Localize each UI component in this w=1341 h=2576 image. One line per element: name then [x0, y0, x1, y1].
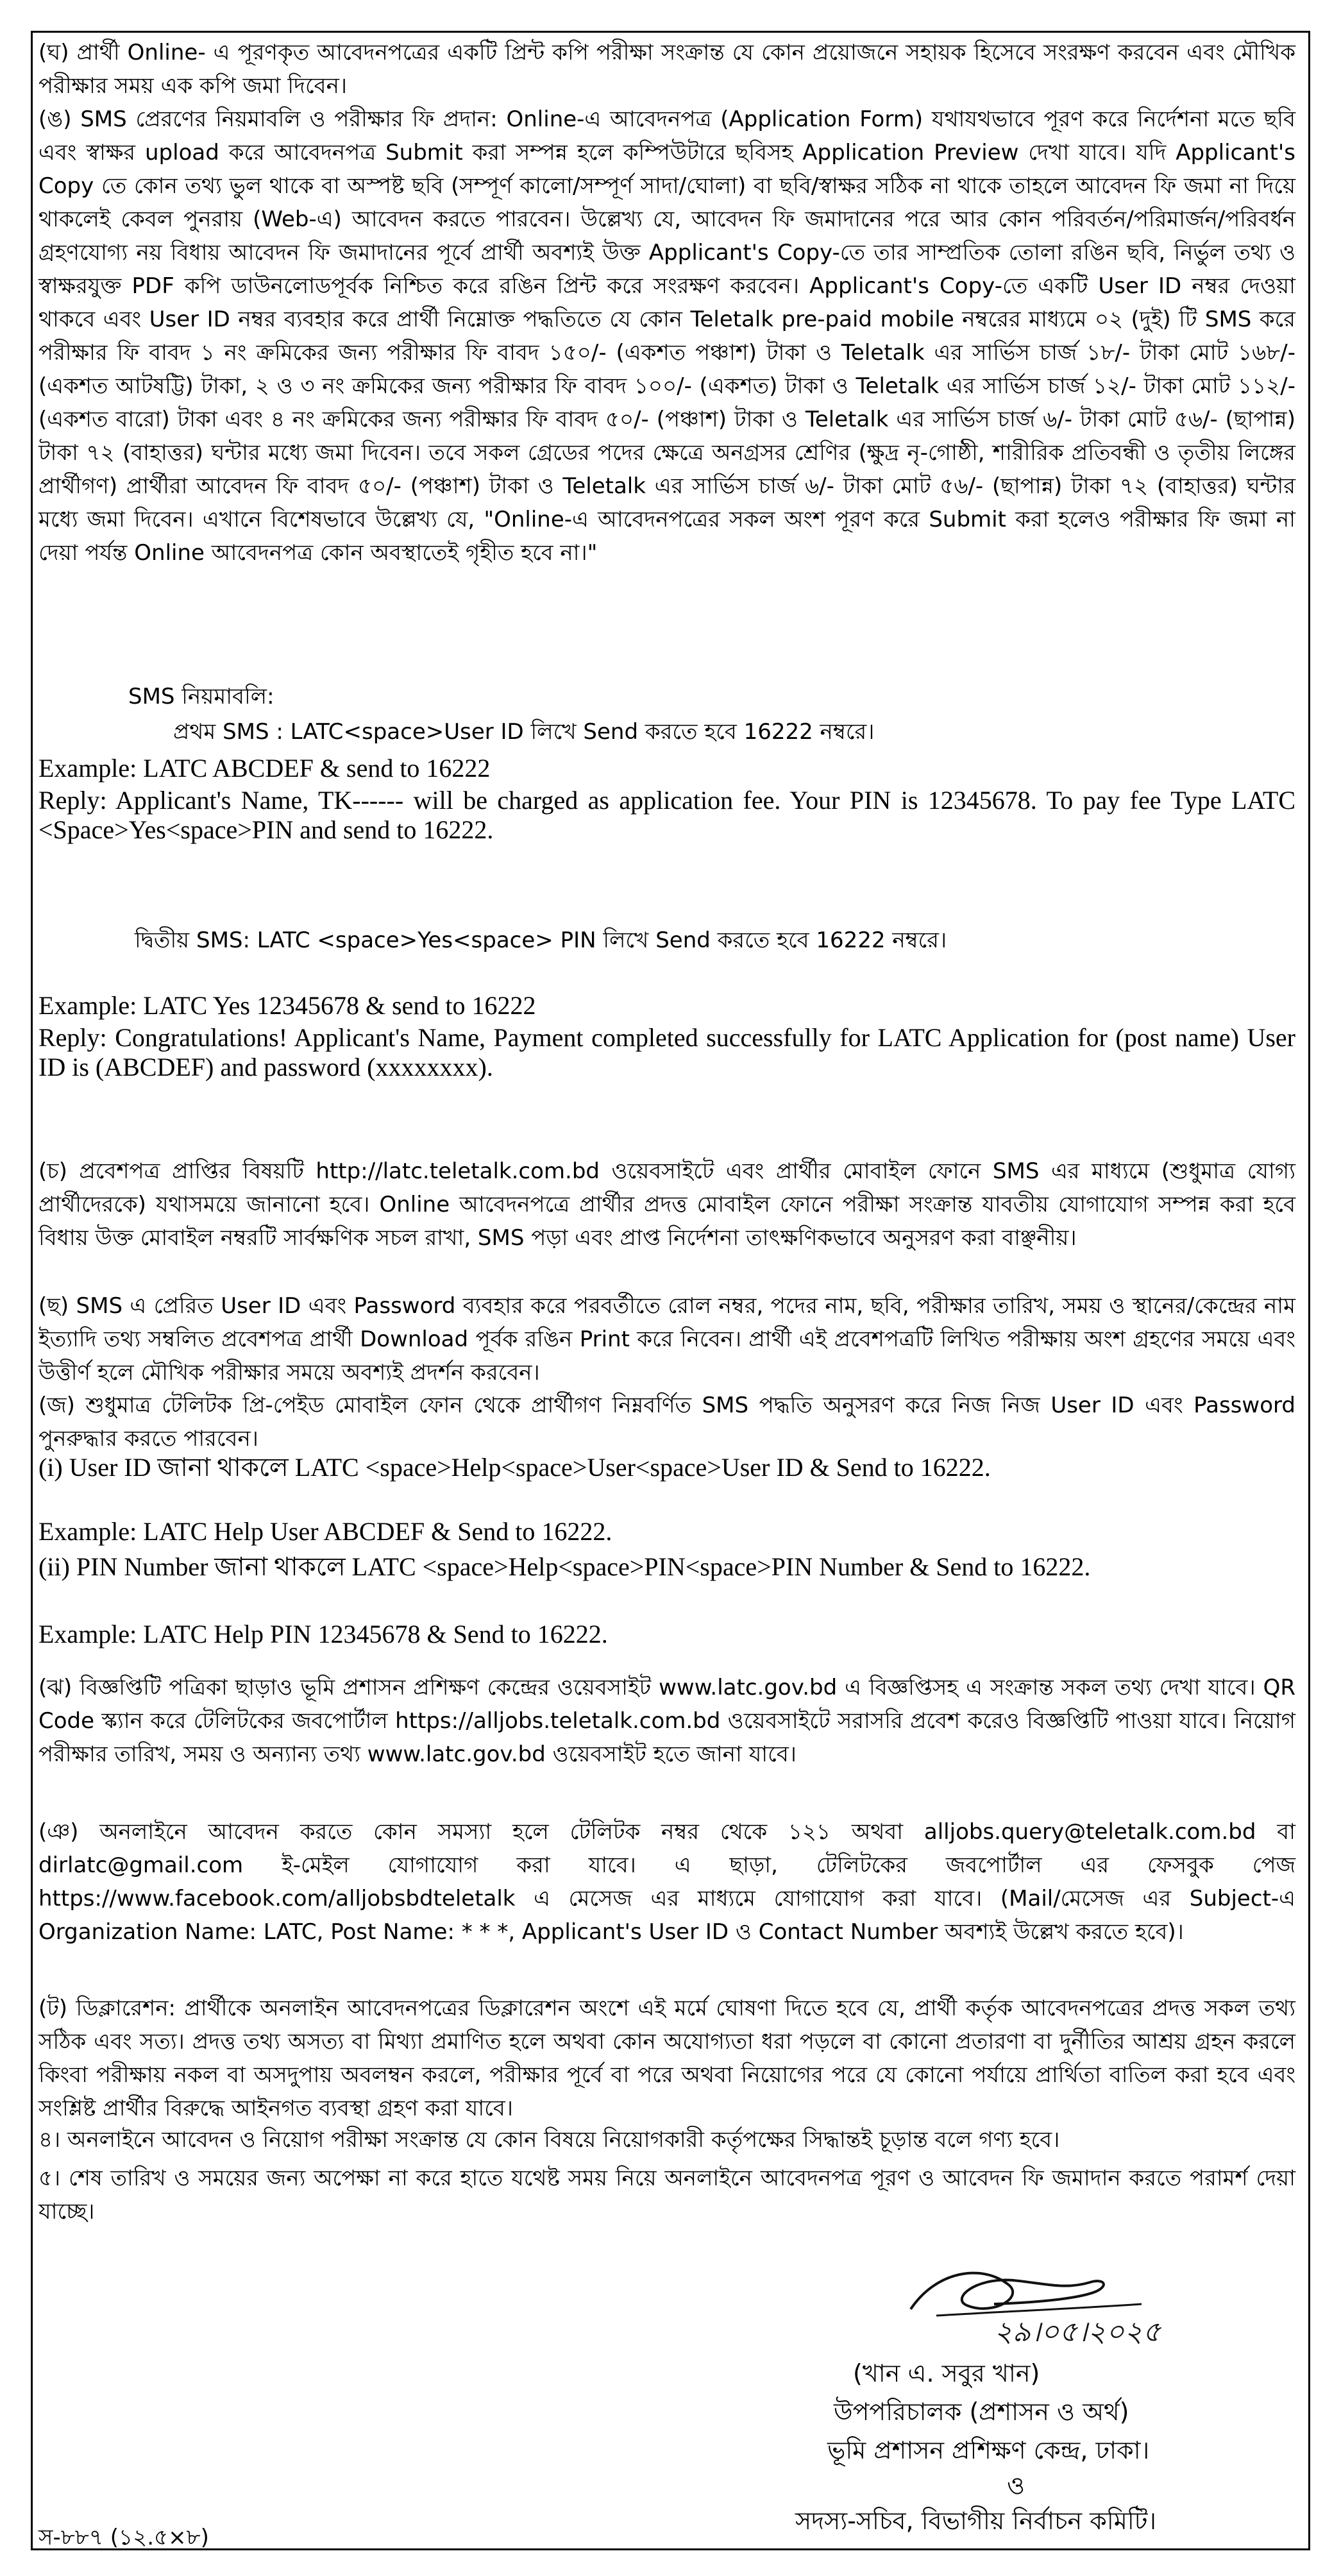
signatory-office: ভূমি প্রশাসন প্রশিক্ষণ কেন্দ্র, ঢাকা।	[827, 2436, 1150, 2464]
paragraph-nya: (ঞ) অনলাইনে আবেদন করতে কোন সমস্যা হলে টেলিটক নম্বর থেকে ১২১ অথবা alljobs.query@teletalk.com.bd বা dirlatc@gmail.com ই-মেইল যোগাযোগ করা যাবে। এ ছাড়া, টেলিটকের জবপোর্টাল এর ফেসবুক পেজ https://www.facebook.com/alljobsbdteletalk এ মেসেজ এর মাধ্যমে যোগাযোগ করা যাবে। (Mail/মেসেজ এর Subject-এ Organization Name: LATC, Post Name: * * *, Applicant's User ID ও Contact Number অবশ্যই উল্লেখ করতে হবে)।	[38, 1819, 1295, 1945]
sms-second-instruction: দ্বিতীয় SMS: LATC <space>Yes<space> PIN লিখে Send করতে হবে 16222 নম্বরে।	[135, 928, 947, 953]
paragraph-ta: (ট) ডিক্লারেশন: প্রার্থীকে অনলাইন আবেদনপত্রের ডিক্লারেশন অংশে এই মর্মে ঘোষণা দিতে হবে যে, প্রার্থী কর্তৃক আবেদনপত্রের প্রদত্ত সকল তথ্য সঠিক এবং সত্য। প্রদত্ত তথ্য অসত্য বা মিথ্যা প্রমাণিত হলে অথবা কোন অযোগ্যতা ধরা পড়লে বা কোনো প্রতারণা বা দুর্নীতির আশ্রয় গ্রহন করলে কিংবা পরীক্ষায় নকল বা অসদুপায় অবলম্বন করলে, পরীক্ষার পূর্বে বা পরে অথবা নিয়োগের পরে যে কোনো পর্যায়ে প্রার্থিতা বাতিল করা হবে এবং সংশ্লিষ্ট প্রার্থীর বিরুদ্ধে আইনগত ব্যবস্থা গ্রহণ করা যাবে।	[38, 1996, 1295, 2121]
signatory-committee: সদস্য-সচিব, বিভাগীয় নির্বাচন কমিটি।	[795, 2507, 1156, 2535]
sms-first-instruction: প্রথম SMS : LATC<space>User ID লিখে Send করতে হবে 16222 নম্বরে।	[173, 719, 875, 745]
paragraph-gha: (ঘ) প্রার্থী Online- এ পূরণকৃত আবেদনপত্রের একটি প্রিন্ট কপি পরীক্ষা সংক্রান্ত যে কোন প্রয়োজনে সহায়ক হিসেবে সংরক্ষণ করবেন এবং মৌখিক পরীক্ষার সময় এক কপি জমা দিবেন।	[38, 40, 1295, 99]
paragraph-uma: (ঙ) SMS প্রেরণের নিয়মাবলি ও পরীক্ষার ফি প্রদান: Online-এ আবেদনপত্র (Application Form) যথাযথভাবে পূরণ করে নির্দেশনা মতে ছবি এবং স্বাক্ষর upload করে আবেদনপত্র Submit করা সম্পন্ন হলে কম্পিউটারে ছবিসহ Application Preview দেখা যাবে। যদি Applicant's Copy তে কোন তথ্য ভুল থাকে বা অস্পষ্ট ছবি (সম্পূর্ণ কালো/সম্পূর্ণ সাদা/ঘোলা) বা ছবি/স্বাক্ষর সঠিক না থাকে তাহলে আবেদন ফি জমা না দিয়ে থাকলেই কেবল পুনরায় (Web-এ) আবেদন করতে পারবেন। উল্লেখ্য যে, আবেদন ফি জমাদানের পরে আর কোন পরিবর্তন/পরিমার্জন/পরিবর্ধন গ্রহণযোগ্য নয় বিধায় আবেদন ফি জমাদানের পূর্বে প্রার্থী অবশ্যই উক্ত Applicant's Copy-তে তার সাম্প্রতিক তোলা রঙিন ছবি, নির্ভুল তথ্য ও স্বাক্ষরযুক্ত PDF কপি ডাউনলোডপূর্বক নিশ্চিত করে রঙিন প্রিন্ট করে সংরক্ষণ করবেন। Applicant's Copy-তে একটি User ID নম্বর দেওয়া থাকবে এবং User ID নম্বর ব্যবহার করে প্রার্থী নিম্নোক্ত পদ্ধতিতে যে কোন Teletalk pre-paid mobile নম্বরের মাধ্যমে ০২ (দুই) টি SMS করে পরীক্ষার ফি বাবদ ১ নং ক্রমিকের জন্য পরীক্ষার ফি বাবদ ১৫০/- (একশত পঞ্চাশ) টাকা ও Teletalk এর সার্ভিস চার্জ ১৮/- টাকা মোট ১৬৮/- (একশত আটষট্টি) টাকা, ২ ও ৩ নং ক্রমিকের জন্য পরীক্ষার ফি বাবদ ১০০/- (একশত) টাকা ও Teletalk এর সার্ভিস চার্জ ১২/- টাকা মোট ১১২/- (একশত বারো) টাকা এবং ৪ নং ক্রমিকের জন্য পরীক্ষার ফি বাবদ ৫০/- (পঞ্চাশ) টাকা ও Teletalk এর সার্ভিস চার্জ ৬/- টাকা মোট ৫৬/- (ছাপান্ন) টাকা ৭২ (বাহাত্তর) ঘন্টার মধ্যে জমা দিবেন। তবে সকল গ্রেডের পদের ক্ষেত্রে অনগ্রসর শ্রেণির (ক্ষুদ্র নৃ-গোষ্ঠী, শারীরিক প্রতিবন্ধী ও তৃতীয় লিঙ্গের প্রার্থীগণ) প্রার্থীরা আবেদন ফি বাবদ ৫০/- (পঞ্চাশ) টাকা ও Teletalk এর সার্ভিস চার্জ ৬/- টাকা মোট ৫৬/- (ছাপান্ন) টাকা ৭২ (বাহাত্তর) ঘন্টার মধ্যে জমা দিবেন। এখানে বিশেষভাবে উল্লেখ্য যে, "Online-এ আবেদনপত্রের সকল অংশ পূরণ করে Submit করা হলেও পরীক্ষার ফি জমা না দেয়া পর্যন্ত Online আবেদনপত্র কোন অবস্থাতেই গৃহীত হবে না।"	[38, 106, 1295, 566]
signatory-name: (খান এ. সবুর খান)	[853, 2359, 1040, 2387]
sms-first-reply: Reply: Applicant's Name, TK------ will be charged as application fee. Your PIN is 12345678. To pay fee Type LATC <Space>Yes<space>PIN and send to 16222.	[38, 786, 1295, 844]
print-code: স-৮৮৭ (১২.৫×৮)	[38, 2525, 209, 2550]
recovery-user-id-example: Example: LATC Help User ABCDEF & Send to 16222.	[38, 1517, 612, 1546]
sms-first-example: Example: LATC ABCDEF & send to 16222	[38, 754, 491, 783]
recovery-pin-example: Example: LATC Help PIN 12345678 & Send to 16222.	[38, 1620, 608, 1648]
signatory-and: ও	[1007, 2471, 1025, 2500]
sms-second-example: Example: LATC Yes 12345678 & send to 16222	[38, 991, 536, 1020]
paragraph-jha: (ঝ) বিজ্ঞপ্তিটি পত্রিকা ছাড়াও ভূমি প্রশাসন প্রশিক্ষণ কেন্দ্রের ওয়েবসাইট www.latc.gov.bd এ বিজ্ঞপ্তিসহ এ সংক্রান্ত সকল তথ্য দেখা যাবে। QR Code স্ক্যান করে টেলিটকের জবপোর্টাল https://alljobs.teletalk.com.bd ওয়েবসাইটে সরাসরি প্রবেশ করেও বিজ্ঞপ্তিটি পাওয়া যাবে। নিয়োগ পরীক্ষার তারিখ, সময় ও অন্যান্য তথ্য www.latc.gov.bd ওয়েবসাইট হতে জানা যাবে।	[38, 1675, 1295, 1767]
signatory-designation: উপপরিচালক (প্রশাসন ও অর্থ)	[834, 2398, 1129, 2426]
paragraph-chha: (ছ) SMS এ প্রেরিত User ID এবং Password ব্যবহার করে পরবর্তীতে রোল নম্বর, পদের নাম, ছবি, পরীক্ষার তারিখ, সময় ও স্থানের/কেন্দ্রের নাম ইত্যাদি তথ্য সম্বলিত প্রবেশপত্র প্রার্থী Download পূর্বক রঙিন Print করে নিবেন। প্রার্থী এই প্রবেশপত্রটি লিখিত পরীক্ষায় অংশ গ্রহণের সময়ে এবং উত্তীর্ণ হলে মৌখিক পরীক্ষার সময়ে অবশ্যই প্রদর্শন করবেন।	[38, 1293, 1295, 1385]
paragraph-n5: ৫। শেষ তারিখ ও সময়ের জন্য অপেক্ষা না করে হাতে যথেষ্ট সময় নিয়ে অনলাইনে আবেদনপত্র পূরণ ও আবেদন ফি জমাদান করতে পরামর্শ দেয়া যাচ্ছে।	[38, 2165, 1295, 2224]
paragraph-ja: (জ) শুধুমাত্র টেলিটক প্রি-পেইড মোবাইল ফোন থেকে প্রার্থীগণ নিম্নবর্ণিত SMS পদ্ধতি অনুসরণ করে নিজ নিজ User ID এবং Password পুনরুদ্ধার করতে পারবেন।	[38, 1393, 1295, 1452]
sms-second-reply: Reply: Congratulations! Applicant's Name, Payment completed successfully for LATC Application for (post name) User ID is (ABCDEF) and password (xxxxxxxx).	[38, 1023, 1295, 1081]
recovery-pin: (ii) PIN Number জানা থাকলে LATC <space>Help<space>PIN<space>PIN Number & Send to 16222.	[38, 1552, 1091, 1581]
sms-heading: SMS নিয়মাবলি:	[128, 684, 274, 709]
signature-date: ২৯।০৫।২০২৫	[994, 2316, 1161, 2348]
recovery-user-id: (i) User ID জানা থাকলে LATC <space>Help<space>User<space>User ID & Send to 16222.	[38, 1453, 991, 1482]
paragraph-n4: ৪। অনলাইনে আবেদন ও নিয়োগ পরীক্ষা সংক্রান্ত যে কোন বিষয়ে নিয়োগকারী কর্তৃপক্ষের সিদ্ধান্তই চূড়ান্ত বলে গণ্য হবে।	[38, 2127, 1060, 2153]
handwritten-signature	[898, 2245, 1167, 2354]
paragraph-cha: (চ) প্রবেশপত্র প্রাপ্তির বিষয়টি http://latc.teletalk.com.bd ওয়েবসাইটে এবং প্রার্থীর মোবাইল ফোনে SMS এর মাধ্যমে (শুধুমাত্র যোগ্য প্রার্থীদেরকে) যথাসময়ে জানানো হবে। Online আবেদনপত্রে প্রার্থীর প্রদত্ত মোবাইল ফোনে পরীক্ষা সংক্রান্ত যাবতীয় যোগাযোগ সম্পন্ন করা হবে বিধায় উক্ত মোবাইল নম্বরটি সার্বক্ষণিক সচল রাখা, SMS পড়া এবং প্রাপ্ত নির্দেশনা তাৎক্ষণিকভাবে অনুসরণ করা বাঞ্ছনীয়।	[38, 1158, 1295, 1251]
